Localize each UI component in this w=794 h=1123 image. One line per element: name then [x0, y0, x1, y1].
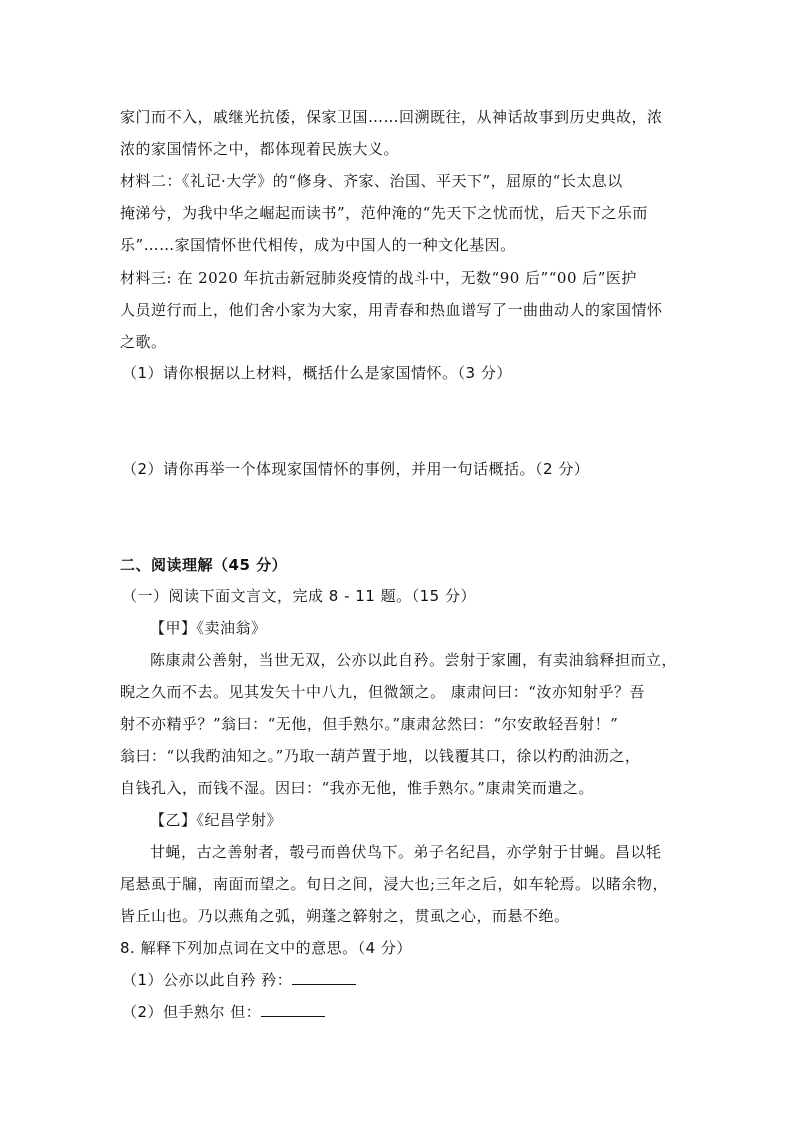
question-8-2-label: （2）但手熟尔 但：: [122, 1003, 262, 1021]
text-b-line-2: 尾悬虱于牖，南面而望之。旬日之间，浸大也;三年之后，如车轮焉。以睹余物，: [120, 875, 669, 893]
text-a-line-2: 睨之久而不去。见其发矢十中八九，但微颔之。 康肃问曰：“汝亦知射乎？吾: [120, 683, 645, 701]
text-a-title: 【甲】《卖油翁》: [150, 619, 267, 637]
material-three-line-3: 之歌。: [120, 333, 167, 351]
question-8-1: [122, 970, 356, 990]
text-b-title: 【乙】《纪昌学射》: [150, 811, 283, 829]
text-a-line-3: 射不亦精乎？”翁曰：“无他，但手熟尔。”康肃忿然曰：“尔安敢轻吾射！”: [120, 715, 619, 733]
text-a-line-4: 翁曰：“以我酌油知之。”乃取一葫芦置于地，以钱覆其口，徐以杓酌油沥之，: [120, 747, 641, 765]
subsection-one-title: （一）阅读下面文言文，完成 8 - 11 题。（15 分）: [122, 587, 476, 605]
material-three-line-2: 人员逆行而上，他们舍小家为大家，用青春和热血谱写了一曲曲动人的家国情怀: [120, 301, 663, 319]
text-a-line-1: 陈康肃公善射，当世无双，公亦以此自矜。尝射于家圃，有卖油翁释担而立，: [150, 651, 678, 669]
material-one-line-1: 家门而不入，戚继光抗倭，保家卫国……回溯既往，从神话故事到历史典故，浓: [120, 108, 663, 126]
material-three-line-1: 材料三: 在 2020 年抗击新冠肺炎疫情的战斗中，无数“90 后”“00 后”医护: [120, 269, 637, 287]
question-8-1-label: （1）公亦以此自矜 矜：: [122, 971, 293, 989]
text-b-line-3: 皆丘山也。乃以燕角之弧，朔蓬之簳射之，贯虱之心，而悬不绝。: [120, 907, 570, 925]
material-two-line-3: 乐”……家国情怀世代相传，成为中国人的一种文化基因。: [120, 236, 516, 254]
answer-blank-8-2[interactable]: [261, 1002, 325, 1017]
text-b-line-1: 甘蝇，古之善射者，彀弓而兽伏鸟下。弟子名纪昌，亦学射于甘蝇。昌以牦: [150, 843, 662, 861]
material-two-line-1: 材料二：《礼记·大学》的“修身、齐家、治国、平天下”，屈原的“长太息以: [120, 172, 623, 190]
answer-blank-8-1[interactable]: [292, 970, 356, 985]
text-a-line-5: 自钱孔入，而钱不湿。因曰：“我亦无他，惟手熟尔。”康肃笑而遣之。: [120, 779, 594, 797]
section-two-title: 二、阅读理解（45 分）: [120, 556, 288, 574]
question-7-2: （2）请你再举一个体现家国情怀的事例，并用一句话概括。（2 分）: [122, 460, 590, 478]
material-one-line-2: 浓的家国情怀之中，都体现着民族大义。: [120, 140, 400, 158]
question-7-1: （1）请你根据以上材料，概括什么是家国情怀。（3 分）: [122, 364, 512, 382]
material-two-line-2: 掩涕兮，为我中华之崛起而读书”，范仲淹的“先天下之忧而忧，后天下之乐而: [120, 204, 648, 222]
question-8-2: [122, 1002, 325, 1022]
question-8: 8. 解释下列加点词在文中的意思。（4 分）: [120, 939, 412, 957]
